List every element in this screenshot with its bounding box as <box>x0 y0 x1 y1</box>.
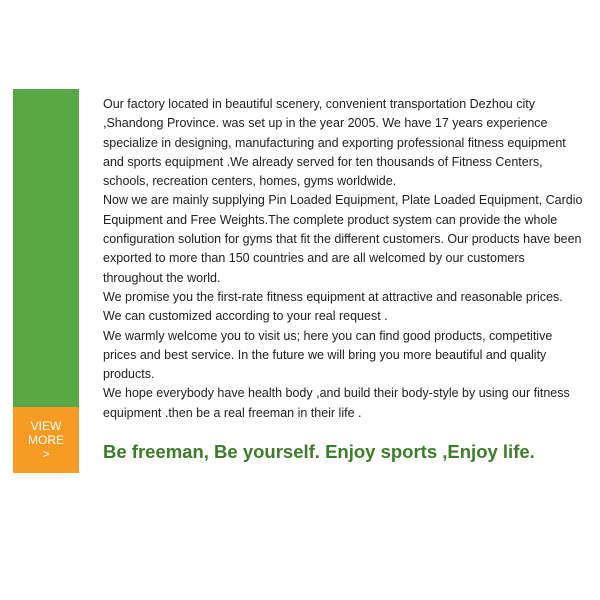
about-text <box>103 95 583 423</box>
paragraph-hope: We hope everybody have health body ,and build their body-style by using our fitness equipment .then be a real freeman in their life . <box>103 386 570 420</box>
paragraph-intro: Our factory located in beautiful scenery, convenient transportation Dezhou city ,Shandong Province. was set up in the year 2005. We have 17 years experience specialize in designing, manufacturing and exporting professional fitness equipment and sports equipment .We already served for ten thousands of Fitness Centers, schools, recreation centers, homes, gyms worldwide. <box>103 97 566 189</box>
view-more-label-line1: VIEW <box>30 419 62 433</box>
green-side-bar <box>13 89 79 407</box>
paragraph-welcome: We warmly welcome you to visit us; here you can find good products, competitive prices and best service. In the future we will bring you more beautiful and quality products. <box>103 328 553 382</box>
paragraph-products: Now we are mainly supplying Pin Loaded Equipment, Plate Loaded Equipment, Cardio Equipment and Free Weights.The complete product system can provide the whole configuration solution for gyms that fit the different customers. Our products have been exported to more than 150 countries and are all welcomed by our customers throughout the world. <box>103 193 583 285</box>
view-more-label-line2: MORE <box>28 433 64 447</box>
chevron-right-icon: > <box>42 447 50 461</box>
view-more-button[interactable] <box>13 407 79 473</box>
slogan: Be freeman, Be yourself. Enjoy sports ,Enjoy life. <box>103 441 535 462</box>
paragraph-promise: We promise you the first-rate fitness equipment at attractive and reasonable prices. We can customized according to your real request . <box>103 289 563 324</box>
